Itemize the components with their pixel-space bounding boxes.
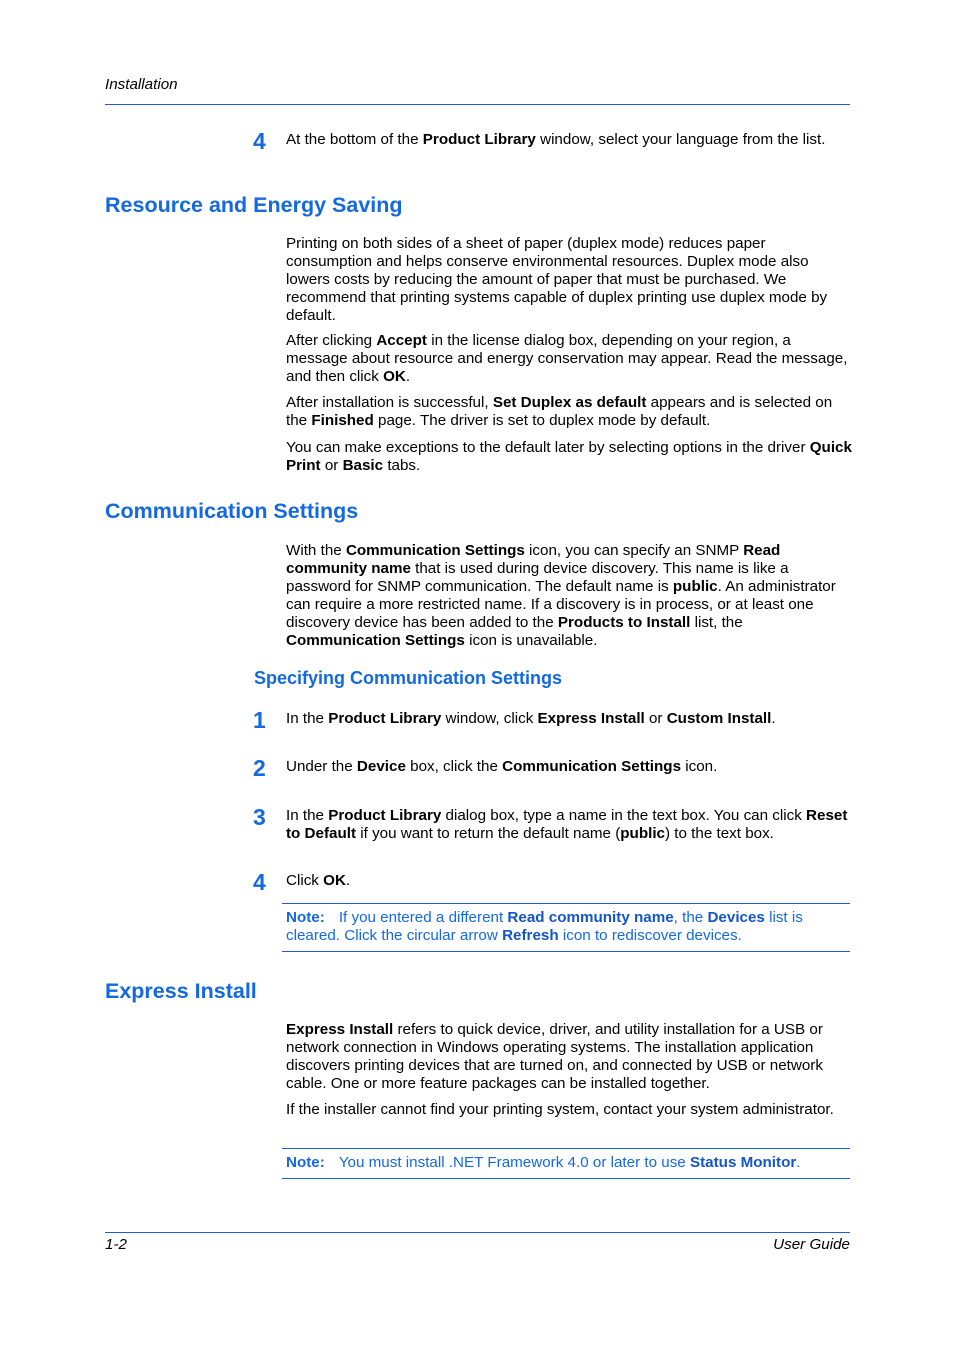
section-heading-express: Express Install [105,979,257,1003]
step-text: In the Product Library dialog box, type a name in the text box. You can click Reset to Default if you want to return the default name (public) to the text box. [286,807,848,842]
resource-paragraph-4: You can make exceptions to the default later by selecting options in the driver Quick Print or Basic tabs. [286,439,852,474]
communication-paragraph: With the Communication Settings icon, you can specify an SNMP Read community name that is used during device discovery. This name is like a password for SNMP communication. The default name is public. An administrator can require a more restricted name. If a discovery is in process, or at least one discovery device has been added to the Products to Install list, the Communication Settings icon is unavailable. [286,542,836,649]
note-box: Note: You must install .NET Framework 4.0 or later to use Status Monitor. [282,1148,850,1179]
step-number: 4 [253,128,266,154]
subsection-heading: Specifying Communication Settings [254,668,563,688]
note-box: Note: If you entered a different Read community name, the Devices list is cleared. Click the circular arrow Refresh icon to rediscover devices. [282,903,850,952]
section-heading-communication: Communication Settings [105,499,359,523]
footer-rule [105,1232,850,1233]
step-number: 2 [253,755,266,781]
document-name: User Guide [773,1236,850,1253]
step-number: 4 [253,869,266,895]
step-number: 3 [253,804,266,830]
resource-paragraph-3: After installation is successful, Set Duplex as default appears and is selected on the Finished page. The driver is set to duplex mode by default. [286,394,833,429]
step-text: In the Product Library window, click Express Install or Custom Install. [286,710,776,727]
resource-paragraph-2: After clicking Accept in the license dialog box, depending on your region, a message about resource and energy conservation may appear. Read the message, and then click OK. [286,332,848,385]
header-rule [105,104,850,105]
express-paragraph-1: Express Install refers to quick device, driver, and utility installation for a USB or network connection in Windows operating systems. The installation application discovers printing devices that are turned on, and connected by USB or network cable. One or more feature packages can be installed together. [286,1021,823,1092]
running-header: Installation [105,76,178,93]
step-text: Click OK. [286,872,351,889]
step-number: 1 [253,707,266,733]
page-number: 1-2 [105,1236,127,1253]
step-text: Under the Device box, click the Communication Settings icon. [286,758,718,775]
express-paragraph-2: If the installer cannot find your printing system, contact your system administrator. [286,1101,834,1118]
resource-paragraph-1: Printing on both sides of a sheet of paper (duplex mode) reduces paper consumption and helps conserve environmental resources. Duplex mode also lowers costs by reducing the amount of paper that must be purchased. We recommend that printing systems capable of duplex printing use duplex mode by default. [286,235,828,324]
step-text: At the bottom of the Product Library window, select your language from the list. [286,131,826,148]
section-heading-resource: Resource and Energy Saving [105,193,403,217]
